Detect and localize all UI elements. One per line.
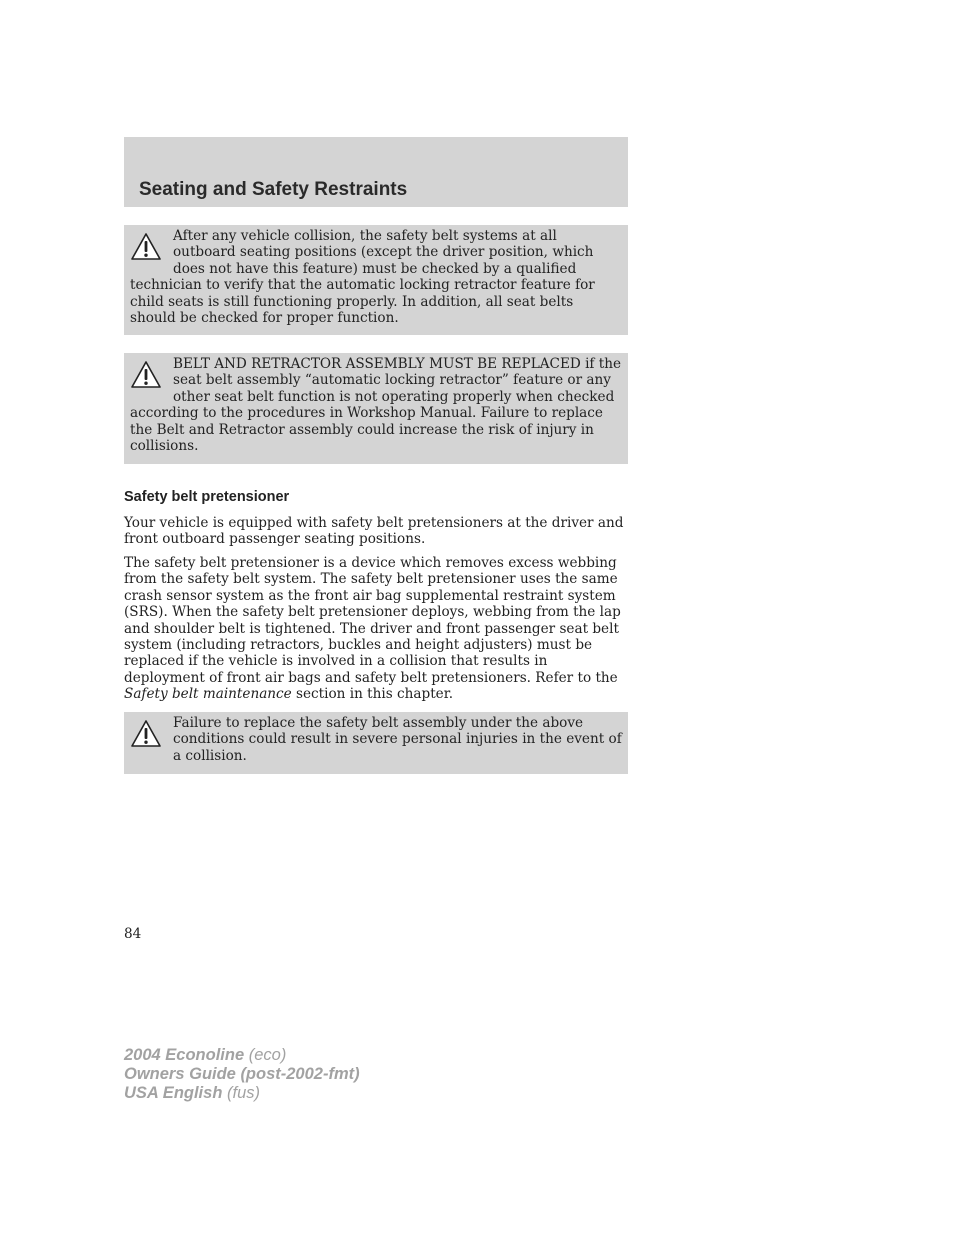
warning-box-retractor (124, 353, 628, 464)
warning-text: After any vehicle collision, the safety belt systems at all outboard seating positions (except the driver position, which does not have this feature) must be checked by a qualified technician to verify that the automatic locking retractor feature for child seats is still functioning properly. In addition, all seat belts should be checked for proper function. (130, 228, 595, 327)
paragraph-pretensioner-description (124, 555, 628, 703)
warning-triangle-icon (130, 232, 162, 262)
footer-model: 2004 Econoline (124, 1046, 245, 1064)
warning-triangle-icon (130, 360, 162, 390)
warning-box-collision (124, 225, 628, 335)
footer-guide: Owners Guide (post-2002-fmt) (124, 1065, 360, 1083)
paragraph-pretensioner-intro: Your vehicle is equipped with safety belt pretensioners at the driver and front outboard passenger seating positions. (124, 515, 624, 548)
document-footer (124, 1046, 360, 1103)
footer-language-code: (fus) (222, 1084, 260, 1102)
warning-text: Failure to replace the safety belt assembly under the above conditions could result in severe personal injuries in the event of a collision. (173, 715, 622, 764)
subheading-pretensioner: Safety belt pretensioner (124, 489, 290, 505)
footer-model-code: (eco) (244, 1046, 287, 1064)
paragraph-tail: section in this chapter. (291, 686, 454, 703)
warning-text: BELT AND RETRACTOR ASSEMBLY MUST BE REPLACED if the seat belt assembly “automatic locking retractor” feature or any other seat belt function is not operating properly when checked according to the procedures in Workshop Manual. Failure to replace the Belt and Retractor assembly could increase the risk of injury in collisions. (130, 356, 622, 455)
paragraph-text: The safety belt pretensioner is a device which removes excess webbing from the safety belt system. The safety belt pretensioner uses the same crash sensor system as the front air bag supplemental restraint system (SRS). When the safety belt pretensioner deploys, webbing from the lap and shoulder belt is tightened. The driver and front passenger seat belt system (including retractors, buckles and height adjusters) must be replaced if the vehicle is involved in a collision that results in deployment of front air bags and safety belt pretensioners. Refer to the (124, 555, 621, 686)
page-number: 84 (124, 926, 142, 942)
cross-reference-link: Safety belt maintenance (124, 686, 292, 703)
warning-box-injury (124, 712, 628, 774)
footer-line-language (124, 1084, 360, 1103)
footer-line-guide (124, 1065, 360, 1084)
footer-line-model (124, 1046, 360, 1065)
section-header-band (124, 137, 628, 207)
section-title: Seating and Safety Restraints (139, 179, 408, 200)
footer-language: USA English (124, 1084, 223, 1102)
warning-triangle-icon (130, 719, 162, 749)
